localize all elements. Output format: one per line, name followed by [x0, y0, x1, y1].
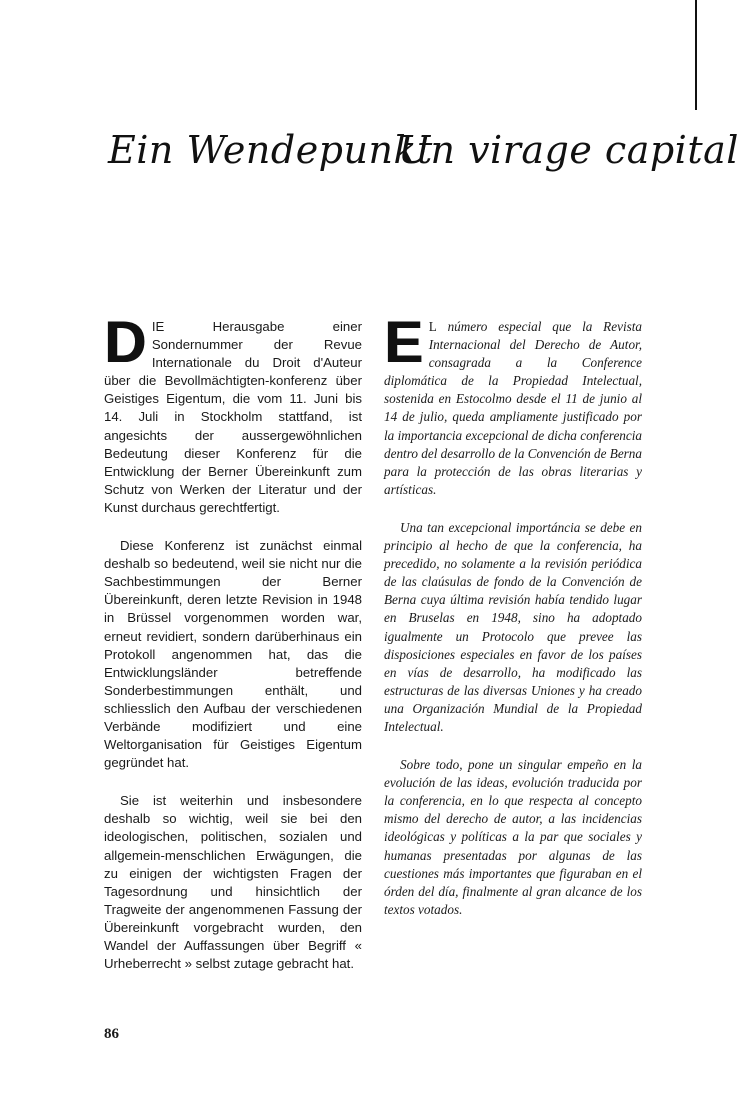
- german-paragraph-1: [104, 310, 362, 517]
- german-dropcap: D: [104, 310, 146, 375]
- german-column: [104, 310, 362, 993]
- spanish-dropcap: E: [384, 310, 423, 375]
- spanish-paragraph-1: [384, 310, 642, 499]
- spanish-paragraph-2: Una tan excepcional importáncia se debe en principio al hecho de que la conferencia, ha precedido, no solamente a la revisión periódica de las claúsulas de fondo de la Convención de Berna cuya última revisión había tendido lugar en Bruselas en 1948, sino ha adoptado igualmente un Protocolo que prevee las disposiciones especiales en favor de los países en vías de desarrollo, ha modificado las estructuras de las diversas Uniones y ha creado una Organización Mundial de la Propiedad Intelectual.: [384, 519, 642, 734]
- page-number: 86: [104, 1026, 119, 1042]
- spanish-title: Un virage capital: [398, 128, 739, 172]
- german-paragraph-1-text: Herausgabe einer Sondernummer der Revue Internationale du Droit d'Auteur über die Bevollmächtigten-konferenz über Geistiges Eigentum, die vom 11. Juni bis 14. Juli in Stockholm stattfand, ist angesichts der aussergewöhnlichen Bedeutung dieser Konferenz für die Entwicklung der Berner Übereinkunft zum Schutz von Werken der Literatur und der Kunst durchaus gerechtfertigt.: [104, 319, 362, 515]
- page-edge-line: [695, 0, 697, 110]
- german-paragraph-3: Sie ist weiterhin und insbesondere deshalb so wichtig, weil sie bei den ideologischen, politischen, sozialen und allgemein-menschlichen Erwägungen, die zu einigen der wichtigsten Fragen der Tagesordnung und hinsichtlich der Tragweite der angenommenen Fassung der Übereinkunft vorgebracht wurden, den Wandel der Auffassungen über Begriff « Urheberrecht » selbst zutage gebracht hat.: [104, 793, 362, 972]
- spanish-paragraph-3: Sobre todo, pone un singular empeño en la evolución de las ideas, evolución traducida por la conferencia, en lo que respecta al concepto mismo del derecho de autor, a las incidencias ideológicas y políticas a la par que sociales y humanas presentadas por algunas de las cuestiones más importantes que figuraban en el órden del día, finalmente al gran alcance de los textos votados.: [384, 757, 642, 917]
- german-intro-caps: IE: [151, 319, 165, 334]
- spanish-intro-caps: L: [428, 319, 437, 334]
- spanish-paragraph-1-text: número especial que la Revista Internacional del Derecho de Autor, consagrada a la Conference diplomática de la Propiedad Intelectual, sostenida en Estocolmo desde el 11 de junio al 14 de julio, queda ampliamente justificado por la importancia excepcional de dicha conferencia dentro del desarrollo de la Convención de Berna para la protección de las obras literarias y artísticas.: [384, 319, 642, 497]
- spanish-column: [384, 310, 642, 939]
- german-paragraph-2: Diese Konferenz ist zunächst einmal deshalb so bedeutend, weil sie nicht nur die Sachbestimmungen der Berner Übereinkunft, deren letzte Revision in 1948 in Brüssel vorgenommen worden war, erneut revidiert, sondern darüberhinaus ein Protokoll angenommen hat, das die Entwicklungsländer betreffende Sonderbestimmungen enthält, und schliesslich den Aufbau der verschiedenen Verbände modifiziert und eine Weltorganisation für Geistiges Eigentum gegründet hat.: [104, 538, 362, 771]
- german-title: Ein Wendepunkt: [108, 128, 433, 172]
